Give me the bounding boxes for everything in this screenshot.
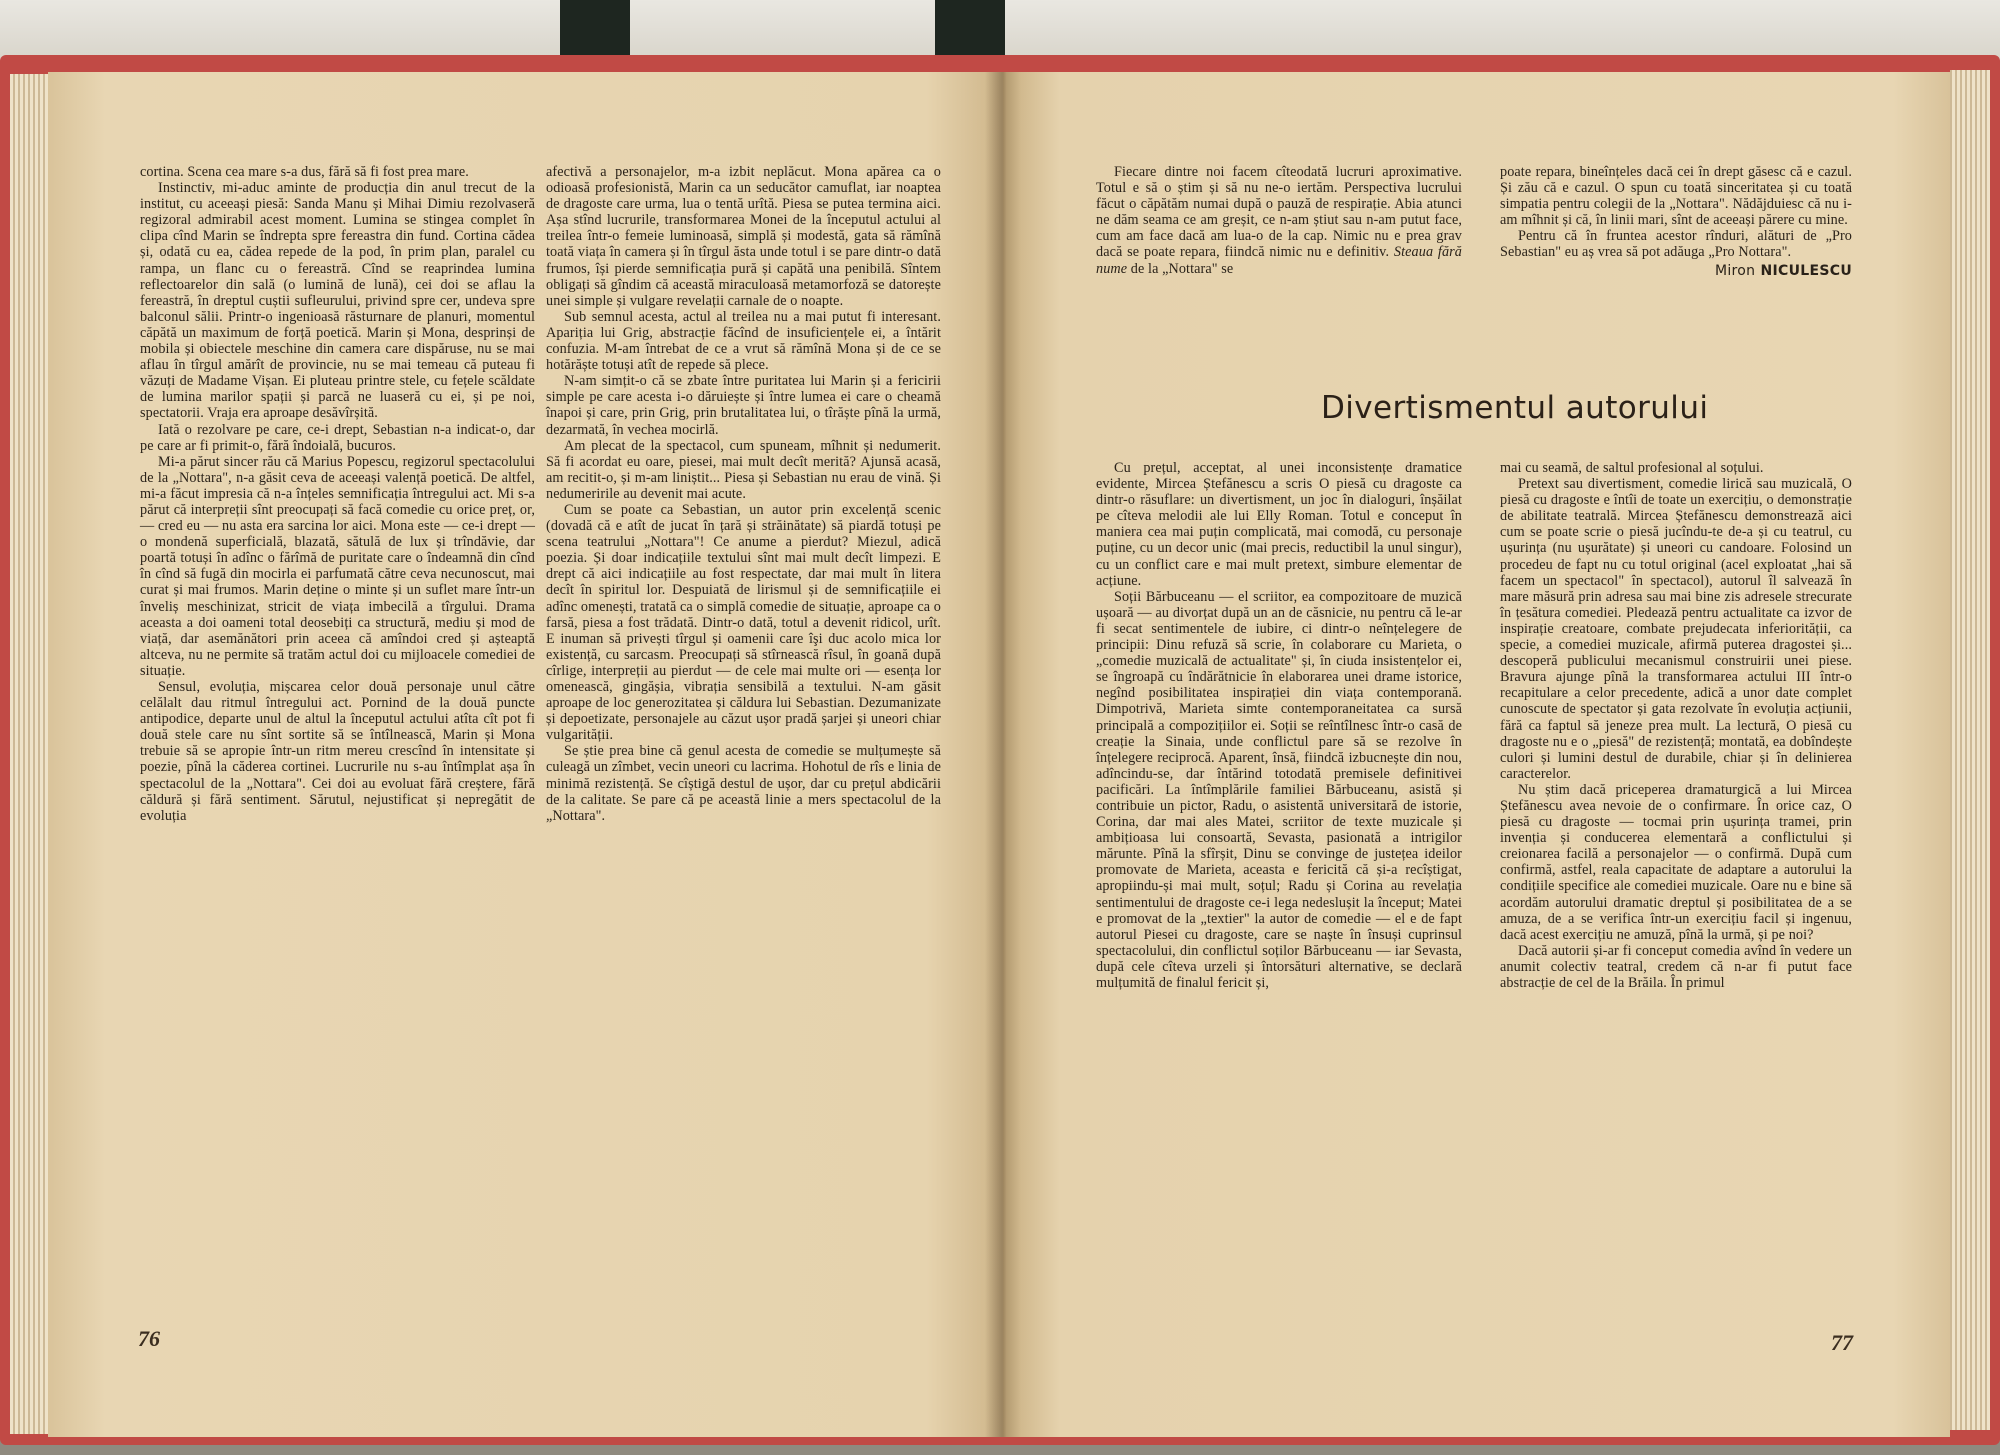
author-first-name: Miron	[1714, 262, 1756, 279]
paragraph: Pentru că în fruntea acestor rînduri, alături de „Pro Sebastian" eu aș vrea să pot adăuga „Pro Nottara".	[1500, 228, 1852, 261]
paragraph: Sensul, evoluția, mișcarea celor două personaje unul către celălalt dau ritmul întregului act. Pornind de la două puncte antipodice, departe unul de altul la începutul actului atîta cît pot fi două stele care nu sînt sortite să se întîlnească, Marin și Mona trebuie să se apropie într-un ritm mereu crescînd în intensitate și poezie, pînă la căderea cortinei. Lucrurile nu s-au întîmplat așa în spectacolul de la „Nottara". Cei doi au evoluat fără creștere, fără căldură și fără sentiment. Sărutul, nejustificat și nepregătit de evoluția	[140, 679, 535, 824]
right-page-body-column-1	[1096, 460, 1462, 991]
page-number: 77	[1831, 1330, 1853, 1355]
paragraph	[1096, 164, 1462, 277]
paragraph: N-am simțit-o că se zbate între puritatea lui Marin și a fericirii simple pe care acesta i-o dăruiește și între lumea ei care o cheamă înapoi și care, prin Grig, prin brutalitatea lui, o tîrăște pînă la urmă, dezarmată, în vechea mocirlă.	[546, 373, 941, 438]
right-page-top-column-2	[1500, 164, 1852, 279]
right-page-top-column-1	[1096, 164, 1462, 277]
paragraph: Mi-a părut sincer rău că Marius Popescu, regizorul spectacolului de la „Nottara", n-a găsit ceva de aceeași valență poetică. De altfel, mi-a făcut impresia că n-a înțeles semnificația întregului act. Mi s-a părut că interpreții sînt preocupați să facă comedie cu orice preț, or, — cred eu — nu asta era sarcina lor aici. Mona este — ce-i drept — o mondenă superficială, blazată, sătulă de lux și trîndăvie, dar poartă totuși în adînc o fărîmă de puritate care o îndeamnă din cînd în cînd să fugă din mocirla ei parfumată către ceva necunoscut, mai curat și mai frumos. Marin deține o minte și un suflet mare într-un înveliș meschinizat, stricit de viața imbecilă a tîrgului. Drama aceasta a doi oameni total deosebiți ca structură, mediu și mod de viață, dar asemănători prin aceea că amîndoi cred și așteaptă altceva, nu ne permite să tratăm actul doi cu mijloacele comediei de situație.	[140, 453, 535, 679]
paragraph: Instinctiv, mi-aduc aminte de producția din anul trecut de la institut, cu aceeași piesă: Sanda Manu și Mihai Dimiu rezolvaseră regizoral admirabil acest moment. Lumina se stingea complet în clipa cînd Marin se îndrepta spre fereastra din fund. Cortina cădea și, odată cu ea, cădea repede de la pod, în prim plan, paralel cu rampa, un flanc cu o fereastră. Cînd se reaprindea lumina reflectoarelor din sală (o lumină de lună), cei doi se aflau la fereastră, în dreptul cuștii sufleurului, privind spre cer, undeva spre balconul sălii. Printr-o ingenioasă răsturnare de planuri, momentul căpătă un maximum de forță poetică. Marin și Mona, desprinși de mobila și obiectele meschine din camera care dispăruse, nu se mai aflau în tîrgul amărît de provincie, nu se mai temeau că puteau fi văzuți de Madame Vișan. Ei pluteau printre stele, cu fețele scăldate de lumina marilor spații și parcă ne luaseră cu ei, și pe noi, spectatorii. Vraja era aproape desăvîrșită.	[140, 180, 535, 422]
right-page-body-column-2	[1500, 460, 1852, 991]
page-number: 76	[138, 1326, 160, 1351]
binder-clip	[935, 0, 1005, 60]
paragraph: Nu știm dacă priceperea dramaturgică a lui Mircea Ștefănescu avea nevoie de o confirmare. În orice caz, O piesă cu dragoste — tocmai prin ușurința tramei, prin invenția și conducerea elementară a conflictului și creionarea facilă a personajelor — o confirmă. După cum confirmă, astfel, reala capacitate de adaptare a autorului la condițiile specifice ale comediei muzicale. Oare nu e bine să acordăm autorului dramatic dreptul și posibilitatea de a se amuza, de a se verifica într-un exercițiu facil și ingenuu, dacă acest exercițiu ne amuză, pînă la urmă, și pe noi?	[1500, 781, 1852, 943]
paragraph: cortina. Scena cea mare s-a dus, fără să fi fost prea mare.	[140, 164, 469, 180]
paragraph: Soții Bărbuceanu — el scriitor, ea compozitoare de muzică ușoară — au divorțat după un an de căsnicie, nu pentru că le-ar fi secat sentimentele de iubire, ci dintr-o neînțelegere de principii: Dinu refuză să scrie, în colaborare cu Marieta, o „comedie muzicală de actualitate" și, în ciuda insistențelor ei, se îngroapă cu îndărătnicie în elaborarea unei drame istorice, negînd posibilitatea inspirației din viața contemporană. Dimpotrivă, Marieta simte contemporaneitatea ca sursă principală a compozițiilor ei. Soții se reîntîlnesc într-o casă de creație la Sinaia, unde conflictul pare să se rezolve în înțelegere reciprocă. Aparent, însă, fiindcă izbucnește din nou, adîncindu-se, dar întărind totodată premisele definitivei pacificări. La întîmplările familiei Bărbuceanu, asistă și contribuie un pictor, Radu, o asistentă universitară de istorie, Corina, dar mai ales Matei, scriitor de texte muzicale și ambițioasa lui consoartă, Sevasta, pasionată a intrigilor mărunte. Pînă la sfîrșit, Dinu se convinge de justețea ideilor promovate de Marieta, aceasta e fericită că și-a recîștigat, apropiindu-și mai mult, soțul; Radu și Corina au revelația sentimentului de dragoste ce-i lega nedeslușit la început; Matei e promovat de la „textier" la autor de comedie — el e de fapt autorul Piesei cu dragoste, care se naște în însuși cuprinsul spectacolului, din conflictul soților Bărbuceanu — iar Sevasta, după cele cîteva urzeli și întorsături alternative, se declară mulțumită de finalul fericit și,	[1096, 588, 1462, 991]
author-signature	[1500, 263, 1852, 279]
right-page	[1003, 72, 1950, 1437]
paragraph: Sub semnul acesta, actul al treilea nu a mai putut fi interesant. Apariția lui Grig, abstracție făcînd de insuficiențele ei, a întărit confuzia. M-am întrebat de ce a vrut să rămînă Mona și de ce se hotărăște totuși atît de repede să plece.	[546, 308, 941, 374]
paragraph: Dacă autorii și-ar fi conceput comedia avînd în vedere un anumit colectiv teatral, credem că n-ar fi putut face abstracție de cel de la Brăila. În primul	[1500, 942, 1852, 991]
paragraph: Pretext sau divertisment, comedie lirică sau muzicală, O piesă cu dragoste e întîi de toate un exercițiu, o demonstrație de abilitate teatrală. Mircea Ștefănescu demonstrează aici cum se poate scrie o piesă jucîndu-te de-a și cu teatrul, cu ușurința (nu ușurătate) și uneori cu candoare. Folosind un procedeu de fapt nu cu totul original (acel exploatat „hai să facem un spectacol" în spectacol), autorul îl salvează în mare măsură prin adresa sau mai bine zis adresele strecurate în țesătura comediei. Pledează pentru actualitate ca izvor de inspirație creatoare, combate prejudecata inferiorității, ca specie, a comediei muzicale, afirmă puterea dragostei și... descoperă publicului mecanismul construirii unei piese. Bravura ajunge pînă la transformarea actului III într-o recapitulare a celor precedente, adică a unor date complet cunoscute de spectator și gata rezolvate în evoluția acțiunii, fără ca faptul să jeneze prea mult. La lectură, O piesă cu dragoste nu e o „piesă" de rezistență; montată, ea dobîndește culori și lumini destul de durabile, chiar și în delinierea caracterelor.	[1500, 476, 1852, 782]
paragraph: Cu prețul, acceptat, al unei inconsistențe dramatice evidente, Mircea Ștefănescu a scris O piesă cu dragoste ca dintr-o răsuflare: un divertisment, un joc în dialoguri, înșăilat pe cîteva melodii ale lui Elly Roman. Totul e conceput în maniera cea mai puțin complicată, mai comodă, cu personaje puține, cu un decor unic (mai precis, reductibil la unul singur), cu un conflict care e mai mult pretext, simbure elementar de acțiune.	[1096, 460, 1462, 589]
binder-clip	[560, 0, 630, 60]
left-page-column-2	[546, 164, 941, 824]
paragraph: Am plecat de la spectacol, cum spuneam, mîhnit și nedumerit. Să fi acordat eu oare, piesei, mai mult decît merită? Ajunsă acasă, am recitit-o, și m-am liniștit... Piesa și Sebastian nu erau de vină. Și nedumeririle au devenit mai acute.	[546, 437, 941, 502]
paragraph: poate repara, bineînțeles dacă cei în drept găsesc că e cazul. Și zău că e cazul. O spun cu toată sinceritatea și cu toată simpatia pentru colegii de la „Nottara". Nădăjduiesc că nu i-am mîhnit și că, în linii mari, sînt de aceeași părere cu mine.	[1500, 164, 1852, 229]
paragraph: Iată o rezolvare pe care, ce-i drept, Sebastian n-a indicat-o, dar pe care ar fi primit-o, fără îndoială, bucuros.	[140, 421, 535, 454]
page-stack-right	[1950, 70, 1990, 1430]
author-last-name: NICULESCU	[1760, 262, 1852, 279]
paragraph: Se știe prea bine că genul acesta de comedie se mulțumește să culeagă un zîmbet, vecin uneori cu lacrima. Hohotul de rîs e linia de minimă rezistență. Se cîștigă destul de ușor, dar cu prețul abdicării de la calitate. Se pare că pe această linie a mers spectacolul de la „Nottara".	[546, 743, 941, 824]
left-page	[48, 72, 1003, 1437]
play-title: Steaua fără nume	[1096, 244, 1462, 277]
paragraph-text: de la „Nottara" se	[1127, 260, 1234, 277]
article-title: Divertismentul autorului	[1321, 390, 1709, 426]
page-stack-left	[10, 74, 50, 1434]
paragraph-text: Fiecare dintre noi facem cîteodată lucruri aproximative. Totul e să o știm și să nu ne-o iertăm. Perspectiva lucrului făcut o căpătăm numai după o pauză de respirație. Abia atunci ne dăm seama ce am greșit, ce n-am știut sau n-am putut face, cum am face dacă am lua-o de la cap. Nimic nu e prea grav dacă se poate repara, fiindcă nimic nu e definitiv.	[1096, 164, 1462, 261]
paragraph: afectivă a personajelor, m-a izbit neplăcut. Mona apărea ca o odioasă profesionistă, Marin ca un seducător camuflat, iar noaptea de dragoste care urma, lua o tentă urîtă. Piesa se putea termina aici. Așa stînd lucrurile, transformarea Monei de la începutul actului al treilea într-o femeie luminoasă, simplă și modestă, gata să rămînă toată viața în camera și în tîrgul ăsta unde totul i se pare dintr-o dată frumos, își pierde semnificația pură și capătă una penibilă. Sîntem obligați să gîndim că această miraculoasă metamorfoză se datorește unei simple și vulgare revelații carnale de o noapte.	[546, 164, 941, 309]
left-page-column-1	[140, 164, 535, 824]
paragraph: mai cu seamă, de saltul profesional al soțului.	[1500, 460, 1764, 476]
paragraph: Cum se poate ca Sebastian, un autor prin excelență scenic (dovadă că e atît de jucat în țară și străinătate) să piardă totuși pe scena teatrului „Nottara"! Ce anume a pierdut? Miezul, adică poezia. Și doar indicațiile textului sînt mai mult decît limpezi. E drept că aici indicațiile au fost respectate, dar mai mult în litera decît în spiritul lor. Despuiată de lirismul și de semnificațiile ei adînc omenești, tratată ca o simplă comedie de situație, aproape ca o farsă, piesa a fost trădată. Dintr-o dată, totul a devenit ridicol, urît. E inuman să privești tîrgul și oamenii care îşi duc acolo mica lor existență, cu sarcasm. Preocupați să stîrnească rîsul, în goană după cîrlige, interpreții au pierdut — de cele mai multe ori — esența lor omenească, gingășia, vibrația sensibilă a textului. N-am găsit aproape de loc generozitatea și căldura lui Sebastian. Dezumanizate și depoetizate, personajele au căzut ușor pradă șarjei și uneori chiar vulgarității.	[546, 501, 941, 744]
